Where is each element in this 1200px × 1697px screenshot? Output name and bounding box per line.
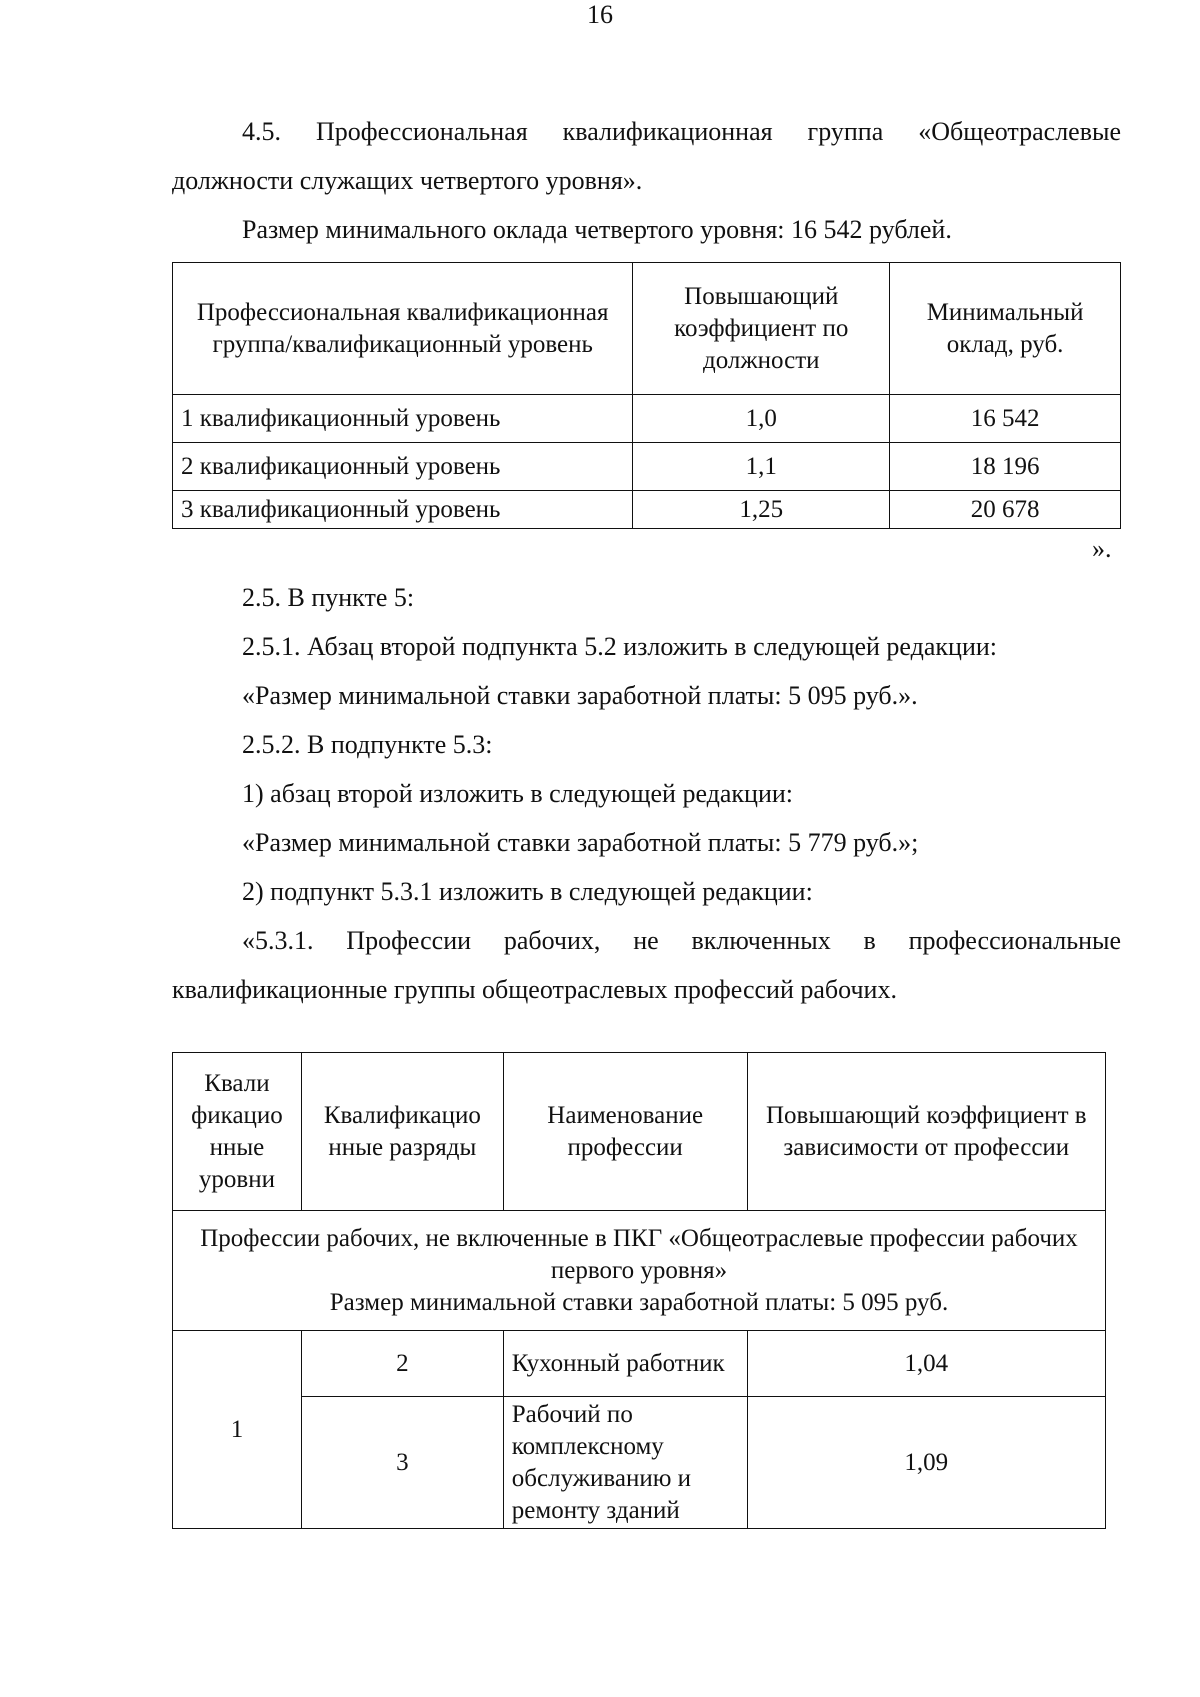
header-group: Профессиональная квалификационная группа/квалификационный уровень [173, 263, 633, 395]
page-number: 16 [587, 0, 613, 29]
section-heading-line2: должности служащих четвертого уровня». [172, 166, 643, 195]
group-title: Профессии рабочих, не включенные в ПКГ «Общеотраслевые профессии рабочих первого уровня» [200, 1224, 1078, 1284]
header-coefficient: Повышающий коэффициент в зависимости от профессии [747, 1053, 1105, 1211]
group-min-rate: Размер минимальной ставки заработной платы: 5 095 руб. [329, 1288, 949, 1316]
salary-table [172, 262, 1121, 529]
paragraph-5-3-1-line2: квалификационные группы общеотраслевых профессий рабочих. [172, 975, 897, 1004]
salary-table-header [173, 263, 1121, 395]
table-row [173, 491, 1121, 529]
grade-cell: 3 [301, 1397, 503, 1529]
table-row [173, 443, 1121, 491]
closing-quote: ». [1092, 534, 1112, 563]
paragraph-2-5-1: 2.5.1. Абзац второй подпункта 5.2 изложить в следующей редакции: [242, 632, 997, 661]
level-cell: 3 квалификационный уровень [173, 491, 633, 529]
table-row [173, 1397, 1106, 1529]
paragraph-quote-5095: «Размер минимальной ставки заработной платы: 5 095 руб.». [242, 681, 918, 710]
paragraph-item-1: 1) абзац второй изложить в следующей редакции: [242, 779, 794, 808]
coefficient-cell: 1,0 [633, 395, 890, 443]
header-profession: Наименование профессии [503, 1053, 747, 1211]
salary-cell: 20 678 [890, 491, 1121, 529]
grade-cell: 2 [301, 1331, 503, 1397]
group-row [173, 1211, 1106, 1331]
header-levels: Квали фикацио нные уровни [173, 1053, 302, 1211]
paragraph-2-5: 2.5. В пункте 5: [242, 583, 415, 612]
salary-cell: 18 196 [890, 443, 1121, 491]
table-row [173, 1331, 1106, 1397]
profession-cell: Кухонный работник [503, 1331, 747, 1397]
level-cell: 1 [173, 1331, 302, 1529]
coefficient-cell: 1,1 [633, 443, 890, 491]
level-cell: 2 квалификационный уровень [173, 443, 633, 491]
min-salary-text: Размер минимального оклада четвертого уровня: 16 542 рублей. [242, 215, 952, 244]
salary-cell: 16 542 [890, 395, 1121, 443]
section-heading-line1: 4.5. Профессиональная квалификационная группа «Общеотраслевые [242, 117, 1121, 146]
coefficient-cell: 1,04 [747, 1331, 1105, 1397]
table-row [173, 395, 1121, 443]
workers-table-header [173, 1053, 1106, 1211]
header-coefficient: Повышающий коэффициент по должности [633, 263, 890, 395]
header-salary: Минимальный оклад, руб. [890, 263, 1121, 395]
coefficient-cell: 1,25 [633, 491, 890, 529]
paragraph-2-5-2: 2.5.2. В подпункте 5.3: [242, 730, 493, 759]
header-grades: Квалификацио нные разряды [301, 1053, 503, 1211]
workers-table [172, 1052, 1106, 1529]
paragraph-quote-5779: «Размер минимальной ставки заработной платы: 5 779 руб.»; [242, 828, 919, 857]
level-cell: 1 квалификационный уровень [173, 395, 633, 443]
group-cell [173, 1211, 1106, 1331]
coefficient-cell: 1,09 [747, 1397, 1105, 1529]
profession-cell: Рабочий по комплексному обслуживанию и ремонту зданий [503, 1397, 747, 1529]
paragraph-item-2: 2) подпункт 5.3.1 изложить в следующей редакции: [242, 877, 813, 906]
paragraph-5-3-1-line1: «5.3.1. Профессии рабочих, не включенных в профессиональные [242, 926, 1121, 955]
